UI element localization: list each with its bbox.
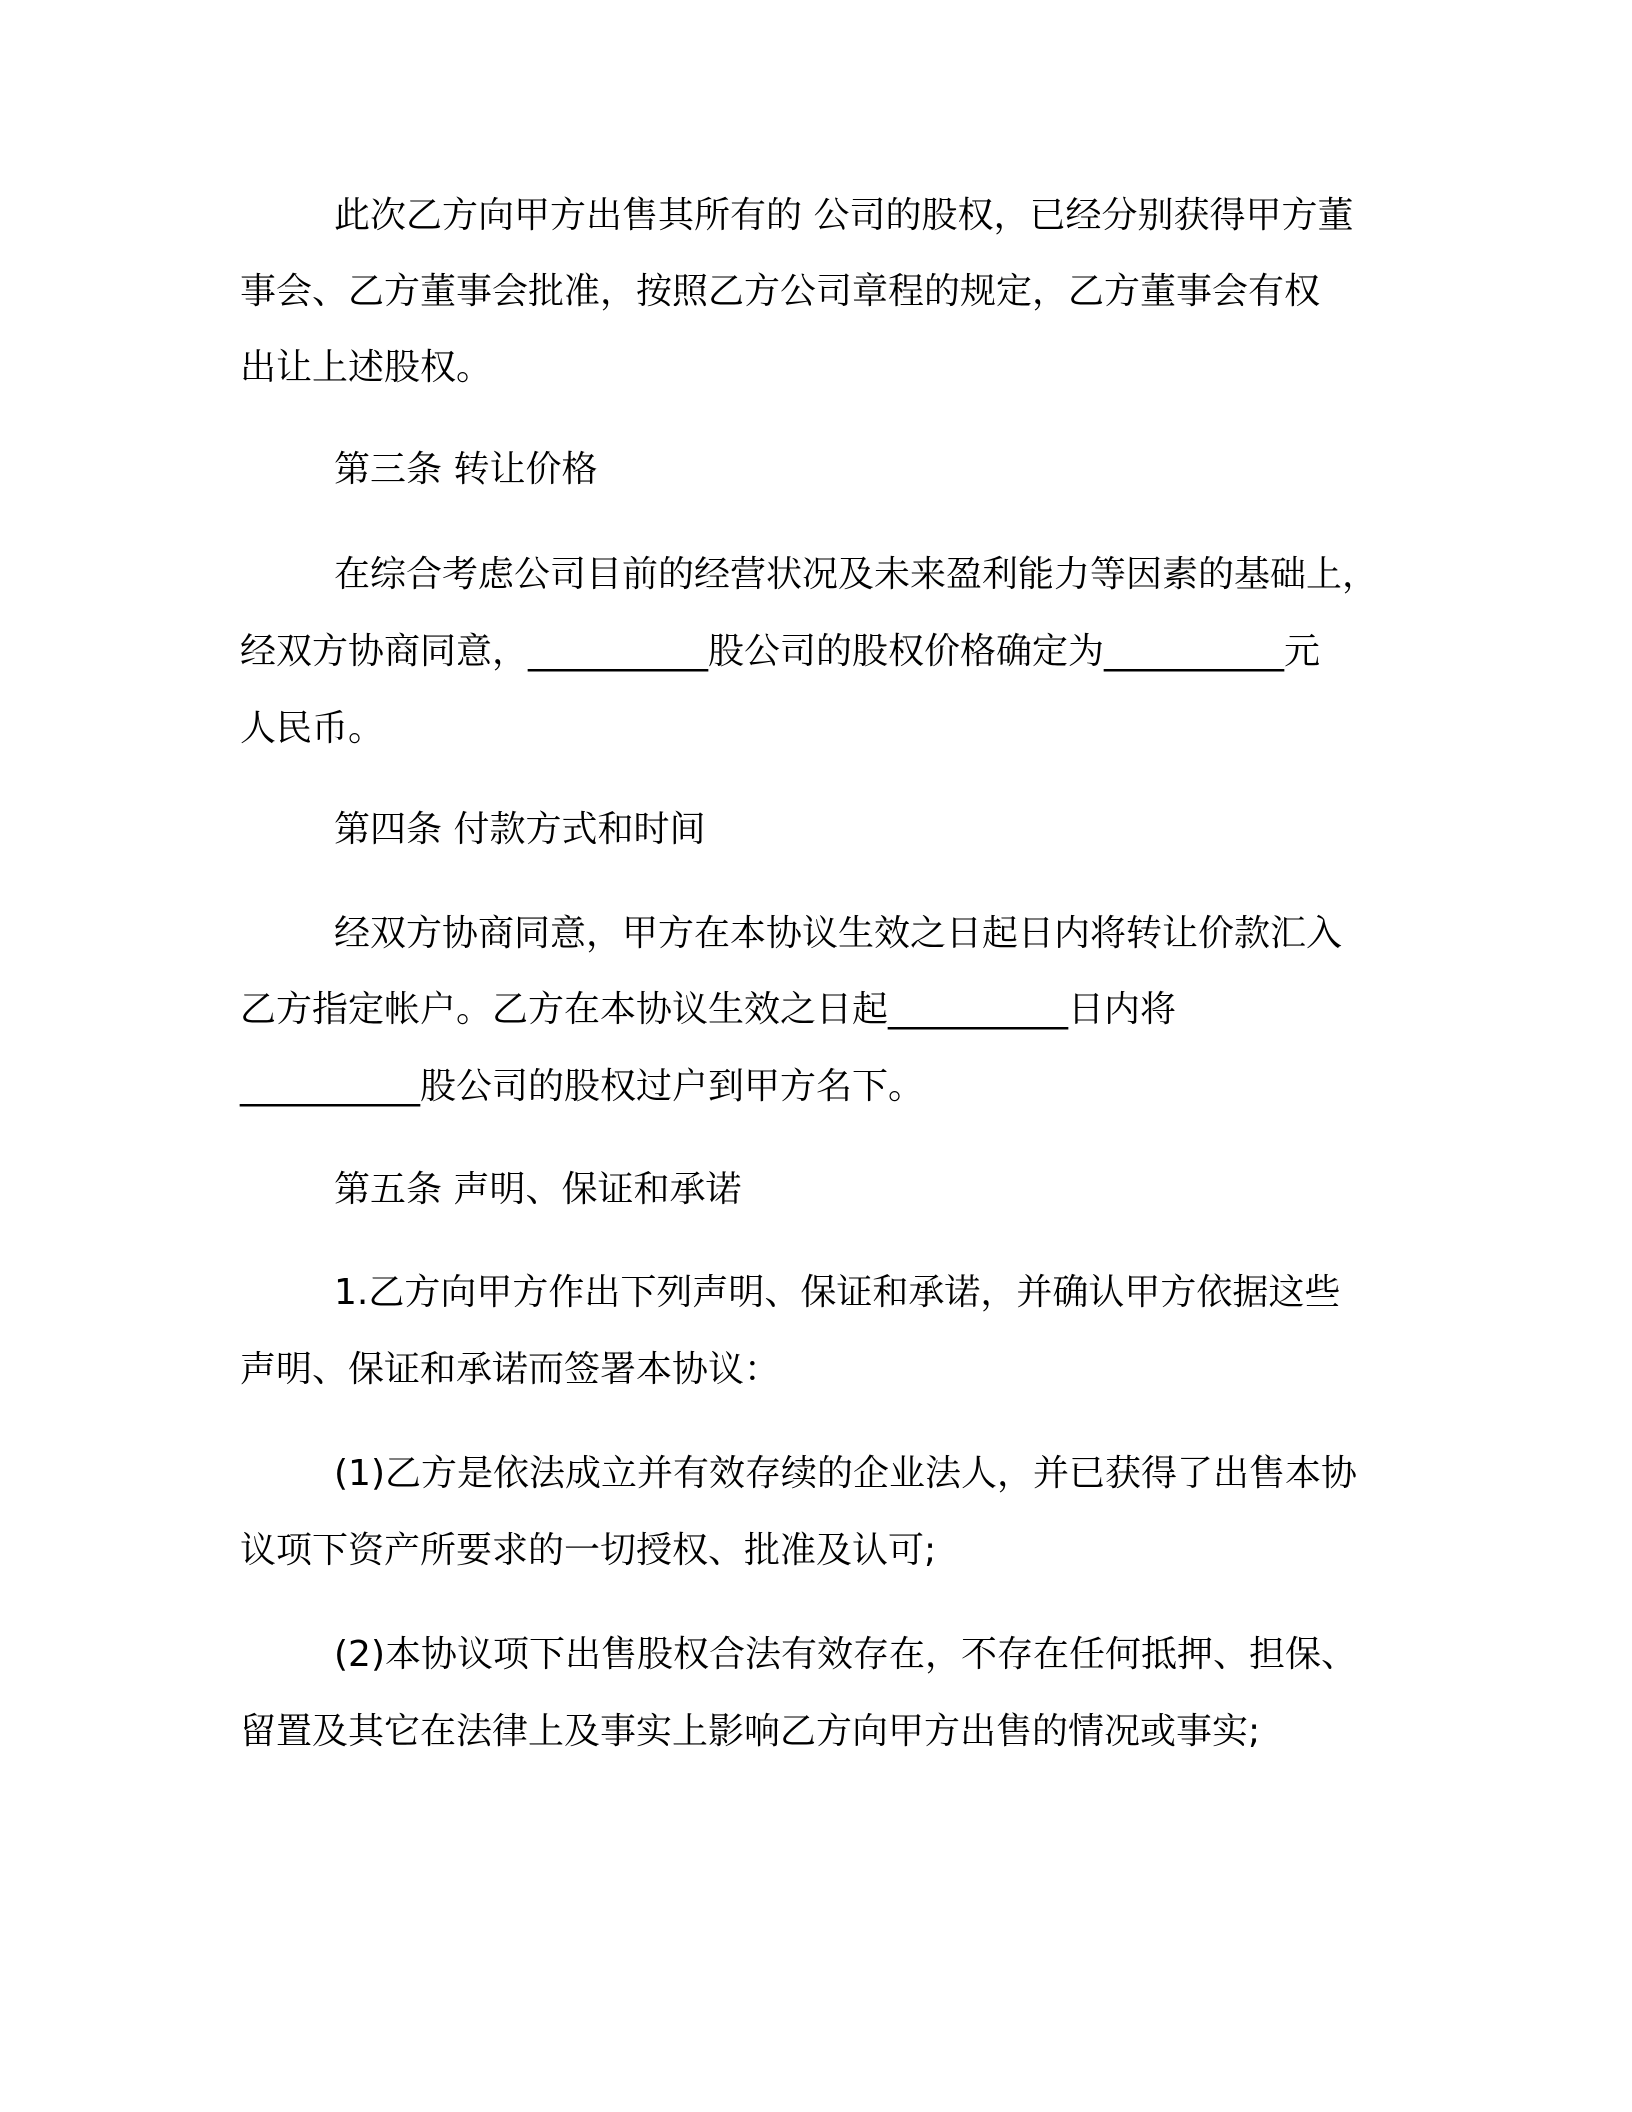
paragraph-5-line-1: (1)乙方是依法成立并有效存续的企业法人，并已获得了出售本协 <box>334 1453 1357 1494</box>
paragraph-6-line-1: (2)本协议项下出售股权合法有效存在，不存在任何抵押、担保、 <box>334 1634 1357 1675</box>
paragraph-3-line-1: 经双方协商同意，甲方在本协议生效之日起日内将转让价款汇入 <box>334 913 1343 954</box>
article-4-heading: 第四条 付款方式和时间 <box>334 809 706 850</box>
article-3-heading: 第三条 转让价格 <box>334 449 598 490</box>
article-5-heading: 第五条 声明、保证和承诺 <box>334 1169 742 1210</box>
paragraph-2-line-3: 人民币。 <box>240 708 385 749</box>
paragraph-1-line-2: 事会、乙方董事会批准，按照乙方公司章程的规定，乙方董事会有权 <box>240 271 1321 312</box>
paragraph-6-line-2: 留置及其它在法律上及事实上影响乙方向甲方出售的情况或事实; <box>240 1711 1261 1752</box>
paragraph-1-line-1: 此次乙方向甲方出售其所有的 公司的股权，已经分别获得甲方董 <box>334 195 1354 236</box>
paragraph-5-line-2: 议项下资产所要求的一切授权、批准及认可; <box>240 1530 937 1571</box>
paragraph-1-line-3: 出让上述股权。 <box>240 347 493 388</box>
paragraph-3-line-2: 乙方指定帐户。乙方在本协议生效之日起__________日内将 <box>240 989 1177 1030</box>
paragraph-3-line-3: __________股公司的股权过户到甲方名下。 <box>240 1066 925 1107</box>
paragraph-4-line-2: 声明、保证和承诺而签署本协议： <box>240 1349 781 1390</box>
paragraph-2-line-1: 在综合考虑公司目前的经营状况及未来盈利能力等因素的基础上， <box>334 554 1379 595</box>
paragraph-2-line-2: 经双方协商同意，__________股公司的股权价格确定为__________元 <box>240 631 1321 672</box>
paragraph-4-line-1: 1.乙方向甲方作出下列声明、保证和承诺，并确认甲方依据这些 <box>334 1272 1341 1313</box>
